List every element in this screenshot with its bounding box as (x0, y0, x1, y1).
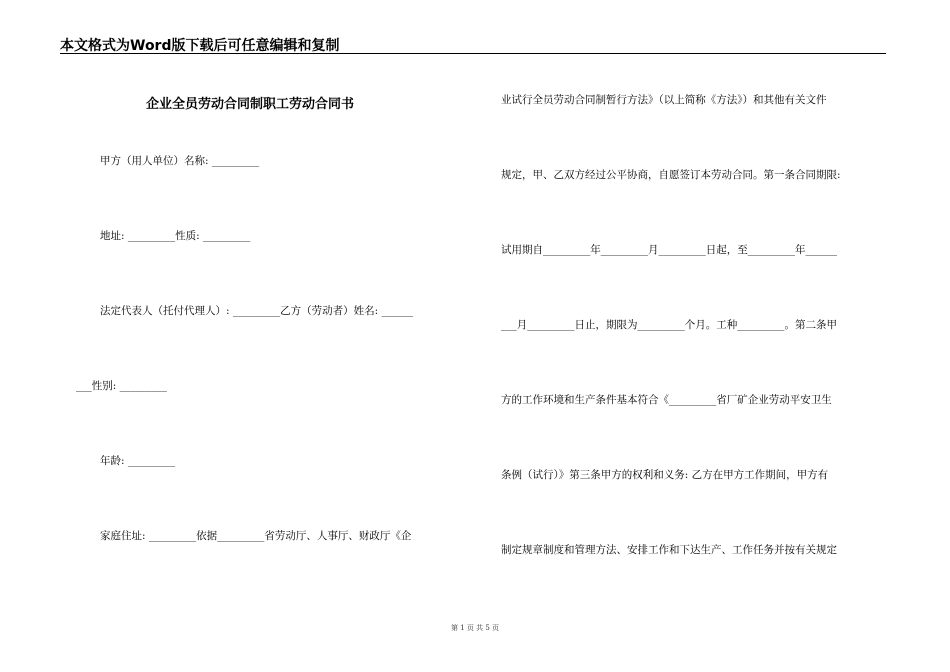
right-line: 制定规章制度和管理方法、安排工作和下达生产、工作任务并按有关规定 (501, 544, 837, 556)
document-header: 本文格式为Word版下载后可任意编辑和复制 (60, 38, 340, 54)
page-number: 第 1 页 共 5 页 (450, 624, 500, 632)
right-line: ___月_________日止，期限为_________个月。工种_________。第二条甲 (501, 319, 837, 331)
right-line: 方的工作环境和生产条件基本符合《_________省厂矿企业劳动平安卫生 (501, 394, 832, 406)
right-line: 业试行全员劳动合同制暂行方法》（以上简称《方法》）和其他有关文件 (501, 94, 827, 106)
right-line: 条例（试行）》第三条甲方的权利和义务: 乙方在甲方工作期间，甲方有 (501, 469, 829, 481)
right-line: 规定，甲、乙双方经过公平协商，自愿签订本劳动合同。第一条合同期限: (501, 169, 841, 181)
left-line: 家庭住址: _________依据_________省劳动厅、人事厅、财政厅《企 (100, 530, 412, 542)
header-divider (60, 53, 886, 54)
left-line: 年龄: _________ (100, 455, 176, 467)
left-line: ___性别: _________ (76, 380, 167, 392)
right-line: 试用期自_________年_________月_________日起，至_________年______ (501, 244, 837, 256)
left-line: 法定代表人（托付代理人）: _________乙方（劳动者）姓名: ______ (100, 305, 413, 317)
left-line: 甲方（用人单位）名称: _________ (100, 155, 260, 167)
document-title: 企业全员劳动合同制职工劳动合同书 (145, 97, 354, 112)
left-line: 地址: _________性质: _________ (100, 230, 251, 242)
